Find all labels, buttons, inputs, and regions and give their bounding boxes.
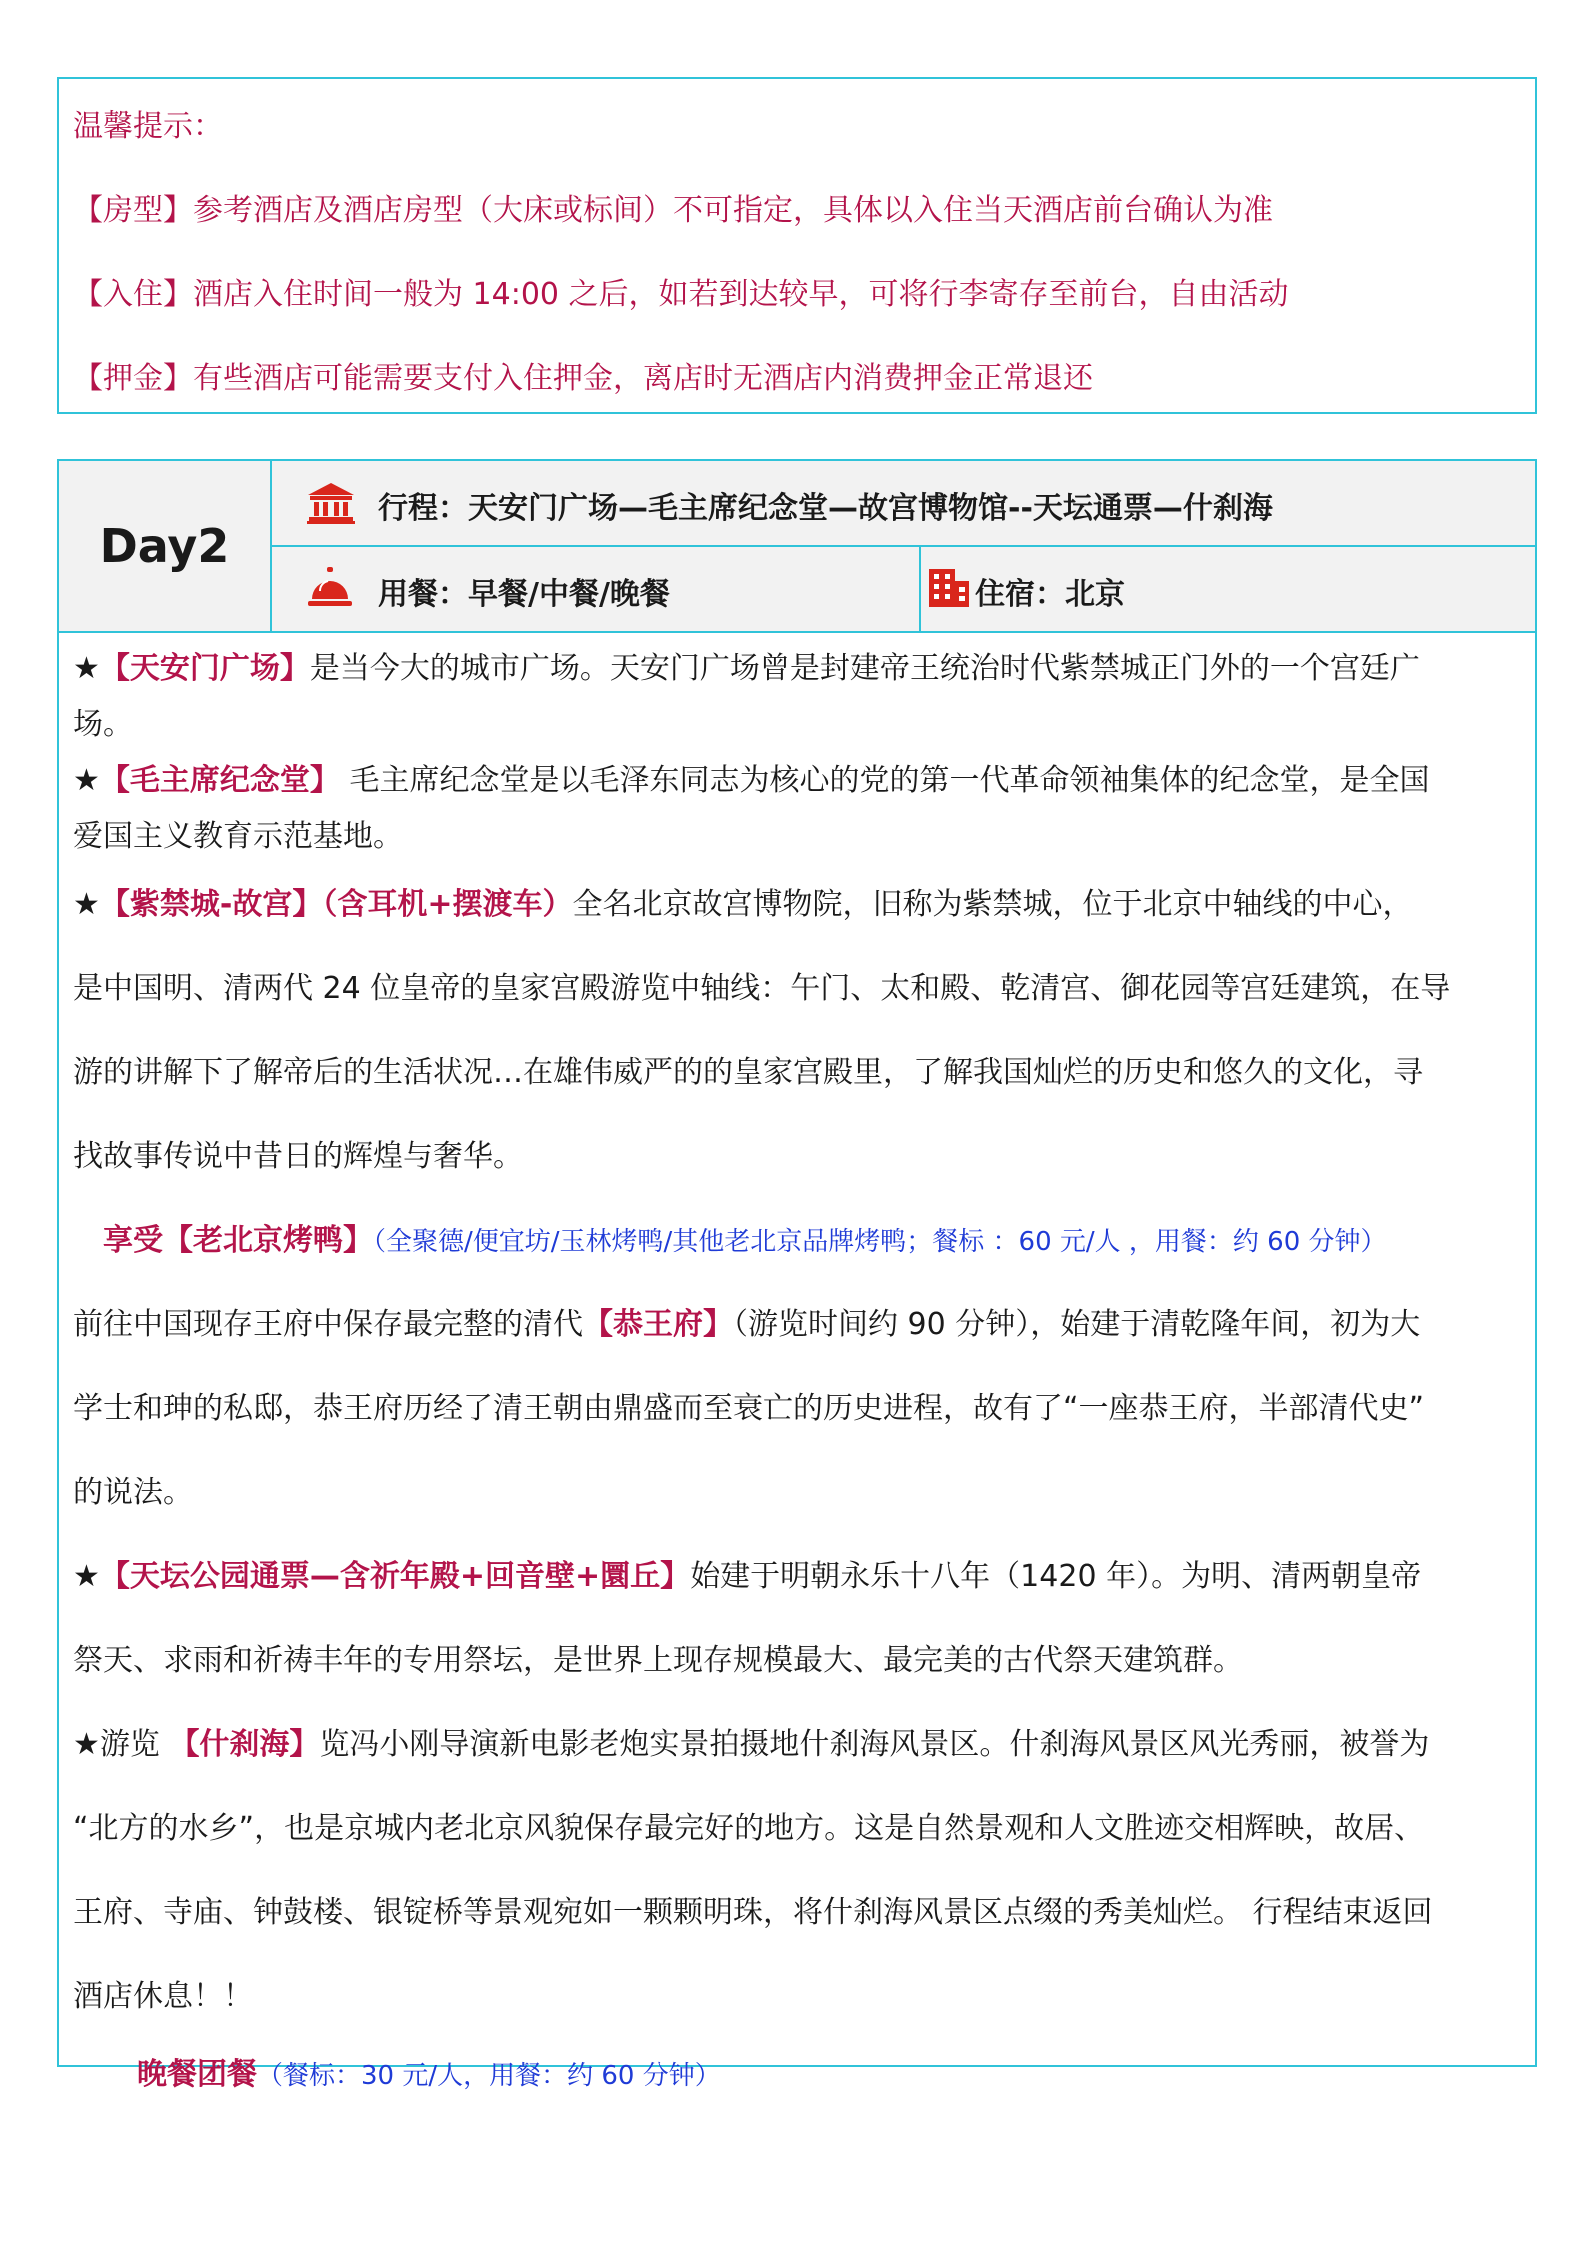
- temple-of-heaven-text-2: 祭天、求雨和祈祷丰年的专用祭坛，是世界上现存规模最大、最完美的古代祭天建筑群。: [73, 1643, 1243, 1678]
- star-icon: ★: [73, 763, 100, 798]
- stay-text: [975, 569, 1125, 613]
- meal-value: 早餐/中餐/晚餐: [468, 577, 670, 612]
- meal-row: [272, 547, 921, 631]
- route-text: [378, 483, 1273, 527]
- tip-check-in: 【入住】酒店入住时间一般为 14:00 之后，如若到达较早，可将行李寄存至前台，自由活动: [73, 277, 1289, 312]
- tip-room-type: 【房型】参考酒店及酒店房型（大床或标间）不可指定，具体以入住当天酒店前台确认为准: [73, 193, 1273, 228]
- tips-title: 温馨提示：: [73, 109, 223, 144]
- mausoleum-paragraph: [73, 755, 1429, 799]
- dinner-title: 晚餐团餐: [137, 2057, 257, 2092]
- route-value: 天安门广场—毛主席纪念堂—故宫博物馆--天坛通票—什刹海: [468, 491, 1273, 526]
- temple-of-heaven-text: 始建于明朝永乐十八年（1420 年）。为明、清两朝皇帝: [690, 1559, 1422, 1594]
- day-header: [59, 461, 1535, 633]
- mausoleum-text: 毛主席纪念堂是以毛泽东同志为核心的党的第一代革命领袖集体的纪念堂，是全国: [339, 763, 1430, 798]
- forbidden-city-title: 【紫禁城-故宫】（含耳机+摆渡车）: [99, 887, 573, 922]
- shichahai-text-3: 王府、寺庙、钟鼓楼、银锭桥等景观宛如一颗颗明珠，将什刹海风景区点缀的秀美灿烂。 行程结束返回: [73, 1895, 1433, 1930]
- service-bell-icon: [306, 565, 354, 613]
- mausoleum-text-cont: 爱国主义教育示范基地。: [73, 819, 403, 854]
- stay-label: 住宿：: [975, 577, 1065, 612]
- prince-prefix: 前往中国现存王府中保存最完整的清代: [73, 1307, 583, 1342]
- forbidden-city-text-2: 是中国明、清两代 24 位皇帝的皇家宫殿游览中轴线：午门、太和殿、乾清宫、御花园等宫廷建筑，在导: [73, 971, 1451, 1006]
- tiananmen-title: 【天安门广场】: [99, 651, 310, 686]
- meal-text: [378, 569, 670, 613]
- star-icon: ★: [73, 1559, 100, 1594]
- mausoleum-title: 【毛主席纪念堂】: [99, 763, 340, 798]
- tip-deposit: 【押金】有些酒店可能需要支付入住押金，离店时无酒店内消费押金正常退还: [73, 361, 1093, 396]
- prince-text: （游览时间约 90 分钟），始建于清乾隆年间，初为大: [733, 1307, 1421, 1342]
- shichahai-title: 【什刹海】: [169, 1727, 320, 1762]
- prince-paragraph: [73, 1299, 1420, 1343]
- temple-icon: [306, 481, 356, 529]
- duck-title: 享受【老北京烤鸭】: [103, 1223, 373, 1258]
- shichahai-paragraph: [73, 1719, 1429, 1763]
- day-label: Day2: [59, 461, 272, 631]
- tiananmen-text: 是当今大的城市广场。天安门广场曾是封建帝王统治时代紫禁城正门外的一个宫廷广: [309, 651, 1420, 686]
- duck-meal-line: [103, 1215, 1387, 1259]
- shichahai-prefix: ★游览: [73, 1727, 170, 1762]
- forbidden-city-text-4: 找故事传说中昔日的辉煌与奢华。: [73, 1139, 523, 1174]
- shichahai-text-4: 酒店休息！！: [73, 1979, 253, 2014]
- route-row: [272, 461, 1535, 547]
- tips-box: [57, 77, 1537, 414]
- day-itinerary-box: [57, 459, 1537, 2092]
- star-icon: ★: [73, 887, 100, 922]
- prince-title: 【恭王府】: [583, 1307, 733, 1342]
- forbidden-city-text-3: 游的讲解下了解帝后的生活状况…在雄伟威严的的皇家宫殿里，了解我国灿烂的历史和悠久的文化，寻: [73, 1055, 1423, 1090]
- dinner-note: （餐标：30 元/人，用餐：约 60 分钟）: [257, 2061, 721, 2091]
- forbidden-city-paragraph: [73, 879, 1413, 923]
- meal-label: 用餐：: [378, 577, 468, 612]
- shichahai-text: 览冯小刚导演新电影老炮实景拍摄地什刹海风景区。什刹海风景区风光秀丽，被誉为: [319, 1727, 1430, 1762]
- tiananmen-paragraph: [73, 643, 1420, 687]
- duck-note: （全聚德/便宜坊/玉林烤鸭/其他老北京品牌烤鸭；餐标 ：60 元/人 ，用餐：约 60 分钟）: [373, 1227, 1387, 1257]
- tiananmen-text-cont: 场。: [73, 707, 133, 742]
- stay-value: 北京: [1065, 577, 1125, 612]
- route-label: 行程：: [378, 491, 468, 526]
- prince-text-3: 的说法。: [73, 1475, 193, 1510]
- prince-text-2: 学士和珅的私邸，恭王府历经了清王朝由鼎盛而至衰亡的历史进程，故有了“一座恭王府，半部清代史”: [73, 1391, 1425, 1426]
- forbidden-city-text: 全名北京故宫博物院，旧称为紫禁城，位于北京中轴线的中心，: [572, 887, 1413, 922]
- temple-of-heaven-paragraph: [73, 1551, 1421, 1595]
- dinner-line: [137, 2049, 721, 2093]
- shichahai-text-2: “北方的水乡”，也是京城内老北京风貌保存最完好的地方。这是自然景观和人文胜迹交相辉映，故居、: [73, 1811, 1425, 1846]
- star-icon: ★: [73, 651, 100, 686]
- temple-of-heaven-title: 【天坛公园通票—含祈年殿+回音壁+圜丘】: [99, 1559, 691, 1594]
- hotel-building-icon: [927, 565, 971, 613]
- stay-row: [921, 547, 1535, 631]
